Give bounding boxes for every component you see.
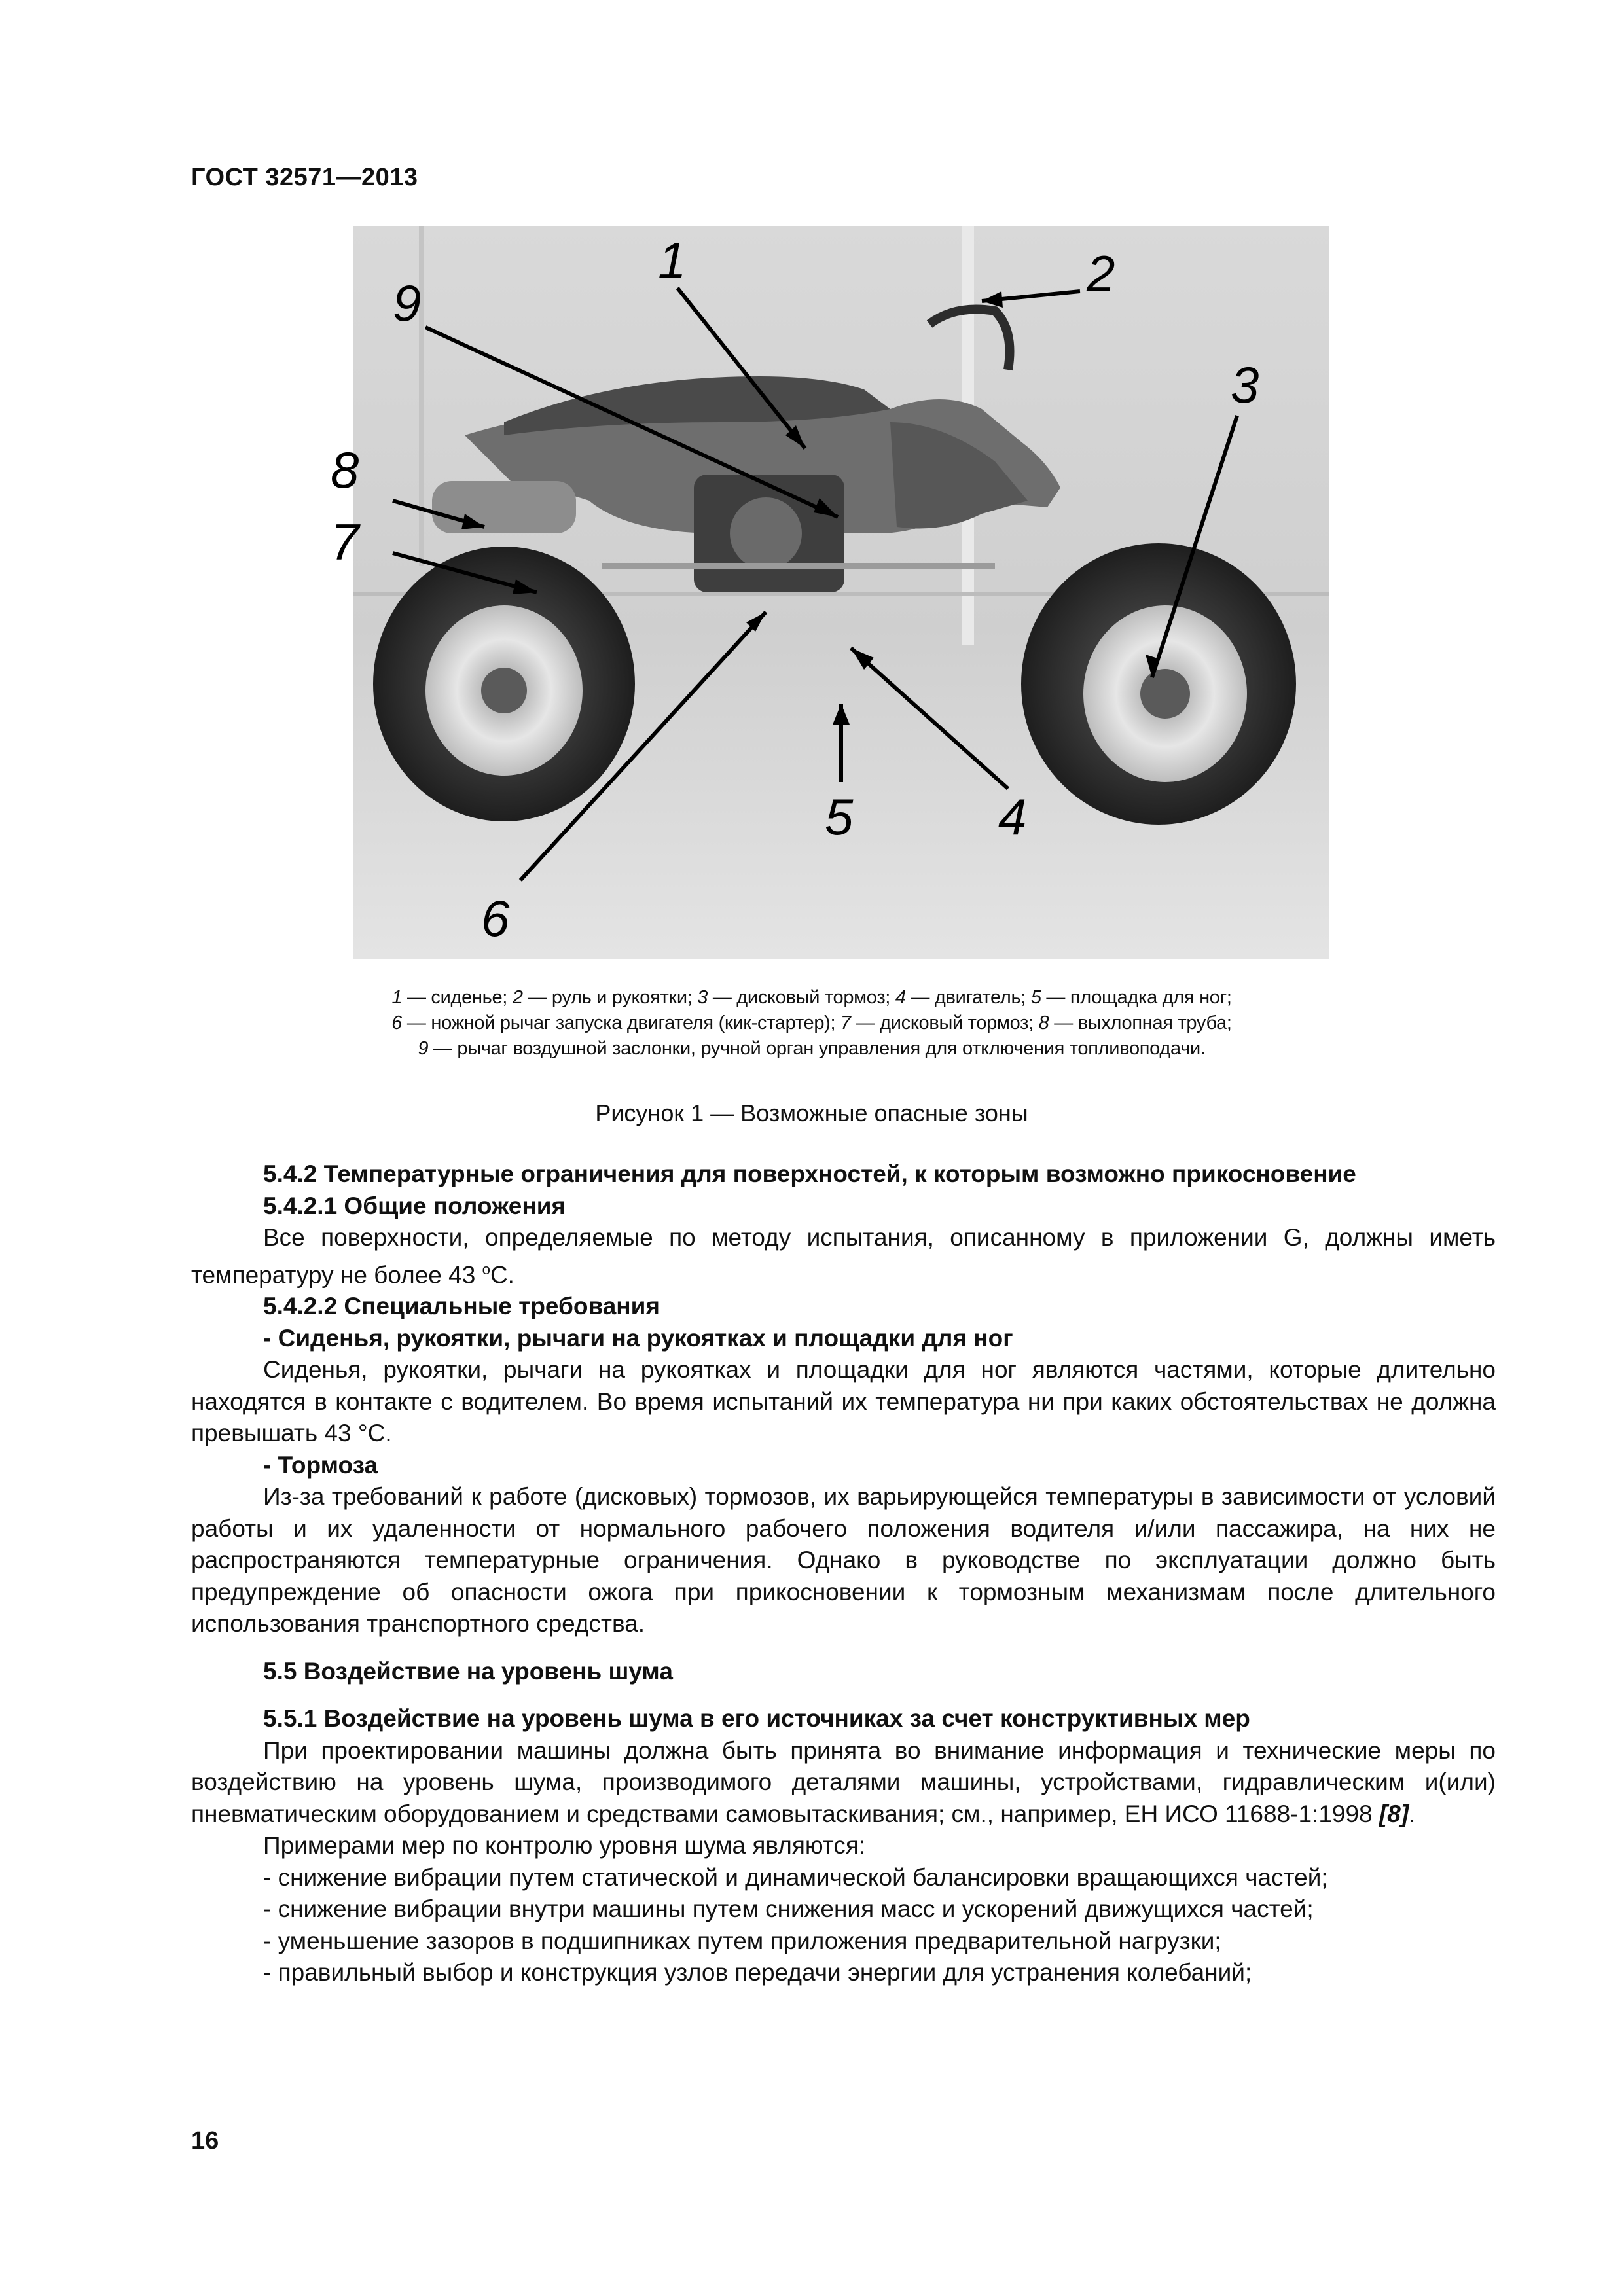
list-item: - уменьшение зазоров в подшипниках путем приложения предварительной нагрузки; xyxy=(263,1927,1221,1954)
document-header: ГОСТ 32571—2013 xyxy=(191,164,418,191)
callout-3: 3 xyxy=(1231,356,1259,414)
callout-4: 4 xyxy=(998,788,1027,846)
paragraph-text: При проектировании машины должна быть принята во внимание информация и технические меры по воздействию на уровень шума, производимого деталями машины, устройствами, гидравлическим и(или) пневматическим оборудованием и средствами самовытаскивания; см., например, ЕН ИСО 11688-1:1998 xyxy=(191,1736,1496,1827)
heading-brakes: - Тормоза xyxy=(263,1451,378,1479)
examples-intro: Примерами мер по контролю уровня шума являются: xyxy=(263,1832,866,1859)
legend-num: 1 xyxy=(391,987,403,1008)
callout-6: 6 xyxy=(481,889,510,947)
callout-9: 9 xyxy=(393,274,422,332)
figure-atv-photo xyxy=(331,226,1329,959)
paragraph-brakes: Из-за требований к работе (дисковых) тормозов, их варьирующейся температуры в зависимости от условий работы и их удаленности от нормального рабочего положения водителя и/или пассажира, на них не распространяются температурные ограничения. Однако в руководстве по эксплуатации должно быть предупреждение об опасности ожога при прикосновении к тормозным механизмам после длительного использования транспортного средства. xyxy=(191,1483,1496,1638)
legend-text: — площадка для ног; xyxy=(1041,987,1232,1008)
legend-num: 7 xyxy=(840,1013,851,1033)
legend-line-3 xyxy=(196,1036,1427,1062)
legend-text: — рычаг воздушной заслонки, ручной орган управления для отключения топливоподачи. xyxy=(428,1038,1206,1059)
legend-num: 9 xyxy=(418,1038,429,1059)
legend-num: 6 xyxy=(391,1013,403,1033)
heading-5-4-2: 5.4.2 Температурные ограничения для поверхностей, к которым возможно прикосновение xyxy=(263,1160,1356,1187)
legend-text: — ножной рычаг запуска двигателя (кик-стартер); xyxy=(402,1013,841,1033)
legend-line-2 xyxy=(196,1011,1427,1036)
document-body xyxy=(191,1158,1496,1989)
reference: [8] xyxy=(1379,1800,1409,1827)
figure-title: Рисунок 1 — Возможные опасные зоны xyxy=(595,1100,1028,1126)
legend-text: — дисковый тормоз; xyxy=(850,1013,1039,1033)
callout-8: 8 xyxy=(331,441,359,499)
legend-text: — дисковый тормоз; xyxy=(708,987,895,1008)
legend-num: 8 xyxy=(1038,1013,1049,1033)
paragraph-5-4-2-1 xyxy=(191,1222,1496,1291)
legend-text: — сиденье; xyxy=(402,987,513,1008)
callout-1: 1 xyxy=(658,232,687,289)
legend-num: 3 xyxy=(697,987,708,1008)
figure-legend xyxy=(196,985,1427,1062)
page-number: 16 xyxy=(191,2127,219,2155)
paragraph-seats: Сиденья, рукоятки, рычаги на рукоятках и площадки для ног являются частями, которые длительно находятся в контакте с водителем. Во время испытаний их температура ни при каких обстоятельствах не должна превышать 43 °С. xyxy=(191,1356,1496,1447)
heading-5-4-2-2: 5.4.2.2 Специальные требования xyxy=(263,1293,660,1320)
paragraph-text: . xyxy=(1409,1800,1416,1827)
atv-illustration xyxy=(331,226,1329,959)
legend-num: 4 xyxy=(895,987,906,1008)
list-item: - снижение вибрации внутри машины путем снижения масс и ускорений движущихся частей; xyxy=(263,1895,1314,1923)
legend-num: 5 xyxy=(1030,987,1041,1008)
heading-5-4-2-1: 5.4.2.1 Общие положения xyxy=(263,1192,566,1219)
list-item: - правильный выбор и конструкция узлов передачи энергии для устранения колебаний; xyxy=(263,1959,1252,1986)
paragraph-5-5-1 xyxy=(191,1735,1496,1831)
heading-seats: - Сиденья, рукоятки, рычаги на рукоятках и площадки для ног xyxy=(263,1324,1013,1352)
paragraph-text: С. xyxy=(490,1261,514,1288)
legend-text: — двигатель; xyxy=(905,987,1031,1008)
callout-7: 7 xyxy=(331,513,359,571)
degree-sign: o xyxy=(482,1261,490,1278)
paragraph-text: Все поверхности, определяемые по методу испытания, описанному в приложении G, должны иметь температуру не более 43 xyxy=(191,1224,1496,1288)
legend-line-1 xyxy=(196,985,1427,1011)
legend-num: 2 xyxy=(512,987,523,1008)
legend-text: — руль и рукоятки; xyxy=(522,987,698,1008)
heading-5-5: 5.5 Воздействие на уровень шума xyxy=(263,1657,673,1685)
heading-5-5-1: 5.5.1 Воздействие на уровень шума в его источниках за счет конструктивных мер xyxy=(263,1705,1250,1732)
legend-text: — выхлопная труба; xyxy=(1049,1013,1232,1033)
list-item: - снижение вибрации путем статической и динамической балансировки вращающихся частей; xyxy=(263,1863,1328,1891)
callout-2: 2 xyxy=(1087,245,1115,302)
callout-5: 5 xyxy=(825,788,854,846)
